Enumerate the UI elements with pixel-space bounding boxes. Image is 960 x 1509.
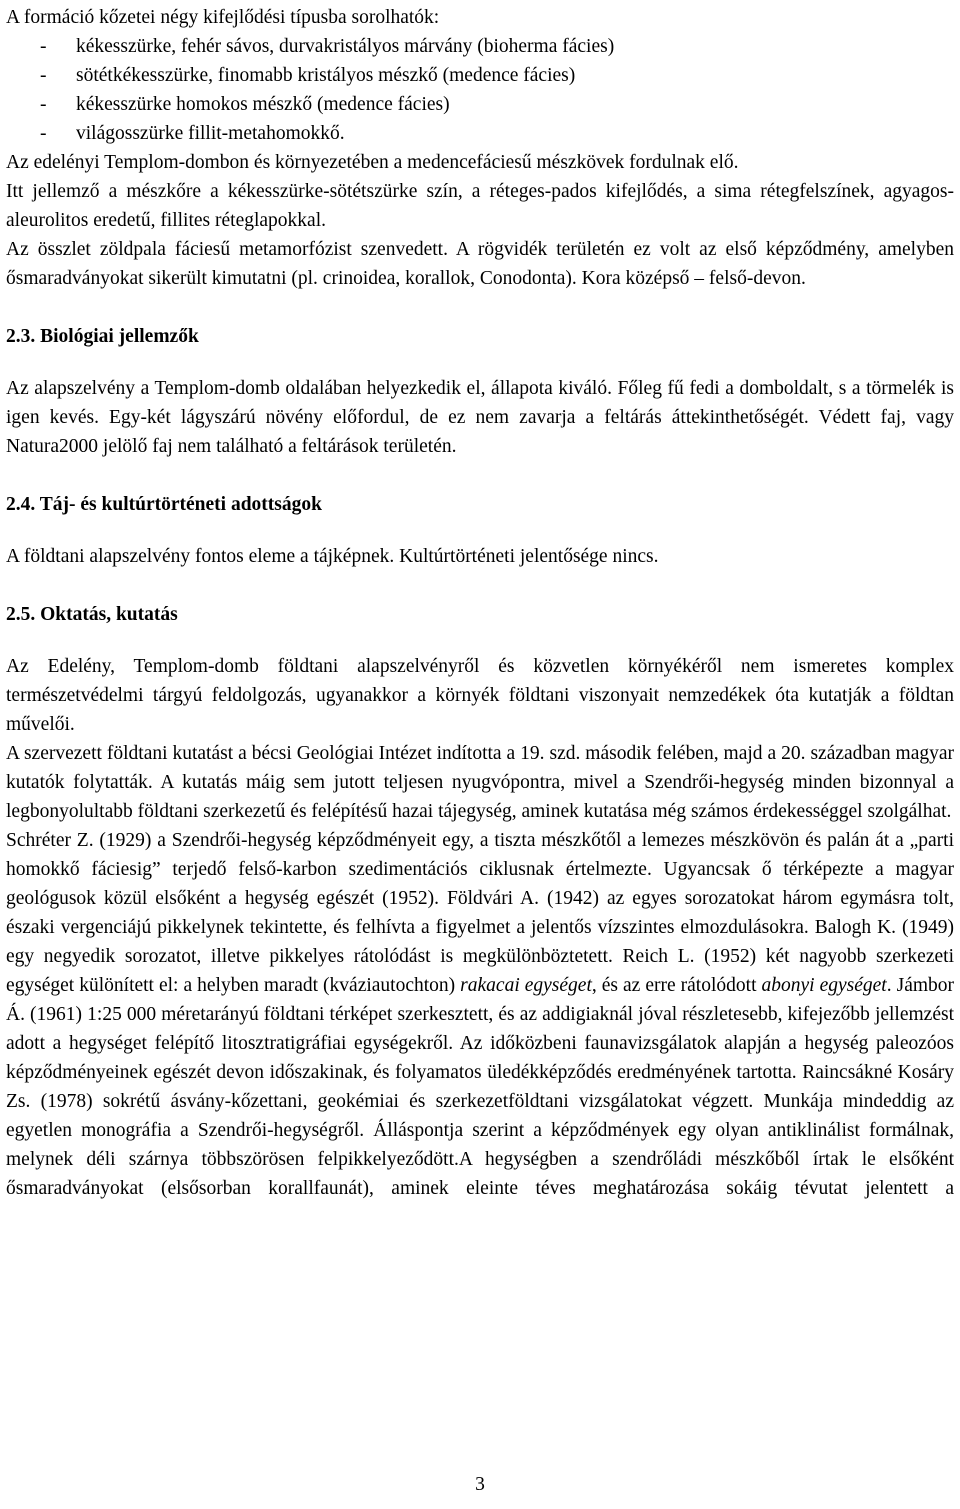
section-heading-education: 2.5. Oktatás, kutatás — [6, 604, 178, 625]
spacer — [6, 571, 954, 600]
list-item: - világosszürke fillit-metahomokkő. — [40, 123, 345, 144]
intro-line: A formáció kőzetei négy kifejlődési típusba sorolhatók: — [6, 7, 440, 28]
document-page — [6, 3, 954, 1203]
spacer — [6, 629, 954, 652]
paragraph-edeleny: Az edelényi Templom-dombon és környezetében a medencefáciesű mészkövek fordulnak elő. — [6, 152, 739, 173]
list-item: - sötétkékesszürke, finomabb kristályos mészkő (medence fácies) — [40, 65, 576, 86]
section-heading-biology: 2.3. Biológiai jellemzők — [6, 326, 199, 347]
paragraph-education-1: Az Edelény, Templom-domb földtani alapszelvényről és közvetlen környékéről nem ismeretes komplex természetvédelmi tárgyú feldolgozás, ugyanakkor a környék földtani viszonyait nemzedékek óta kutatják a földtan művelői. — [6, 656, 954, 735]
abonyi-unit: abonyi egységet — [761, 975, 887, 996]
spacer — [6, 461, 954, 490]
spacer — [6, 519, 954, 542]
rakacai-unit: rakacai egységet — [460, 975, 592, 996]
paragraph-education-2: A szervezett földtani kutatást a bécsi Geológiai Intézet indította a 19. szd. második felében, majd a 20. században magyar kutatók folytatták. A kutatás máig sem jutott teljesen nyugvópontra, mivel a Szendrői-hegység minden bizonnyal a legbonyolultabb földtani szerkezetű és felépítésű hazai tájegység, aminek kutatása még számos érdekességgel szolgálhat. — [6, 743, 954, 822]
paragraph-landscape: A földtani alapszelvény fontos eleme a tájképnek. Kultúrtörténeti jelentősége nincs. — [6, 546, 659, 567]
spacer — [6, 351, 954, 374]
paragraph-biology: Az alapszelvény a Templom-domb oldalában helyezkedik el, állapota kiváló. Főleg fű fedi a domboldalt, s a törmelék is igen kevés. Egy-két lágyszárú növény előfordul, de ez nem zavarja a feltárás áttekinthetőségét. Védett faj, vagy Natura2000 jelölő faj nem található a feltárások területén. — [6, 378, 954, 457]
list-item: - kékesszürke, fehér sávos, durvakristályos márvány (bioherma fácies) — [40, 36, 615, 57]
paragraph-metamorphosis: Az összlet zöldpala fáciesű metamorfózist szenvedett. A rögvidék területén ez volt az első képződmény, amelyben ősmaradványokat sikerült kimutatni (pl. crinoidea, korallok, Conodonta). Kora középső – felső-devon. — [6, 239, 954, 289]
spacer — [6, 293, 954, 322]
section-heading-landscape: 2.4. Táj- és kultúrtörténeti adottságok — [6, 494, 322, 515]
list-item: - kékesszürke homokos mészkő (medence fácies) — [40, 94, 450, 115]
page-number: 3 — [475, 1474, 485, 1495]
paragraph-characteristics: Itt jellemző a mészkőre a kékesszürke-sötétszürke szín, a réteges-pados kifejlődés, a sima rétegfelszínek, agyagos-aleurolitos eredetű, fillites réteglapokkal. — [6, 181, 954, 231]
paragraph-education-3: Schréter Z. (1929) a Szendrői-hegység képződményeit egy, a tiszta mészkőtől a lemezes mészkövön és palán át a „parti homokkő fáciesig” terjedő felső-karbon szedimentációs ciklusnak értelmezte. Ugyancsak ő térképezte a magyar geológusok közül elsőként a hegység egészét (1952). Földvári A. (1942) az egyes sorozatokat három egymásra tolt, északi vergenciájú pikkelynek tekintette, és felhívta a figyelmet a jelentős vízszintes elmozdulásokra. Balogh K. (1949) egy negyedik sorozatot, illetve pikkelyes rátolódást is megkülönböztetett. Reich L. (1952) két nagyobb szerkezeti egységet különített el: a helyben maradt (kváziautochton) rakacai egységet, és az erre rátolódott abonyi egységet. Jámbor Á. (1961) 1:25 000 méretarányú földtani térképet szerkesztett, és az addigiaknál jóval részletesebb, kifejezőbb jellemzést adott a hegységet felépítő litosztratigráfiai egységekről. Az időközbeni faunavizsgálatok alapján a hegység paleozóos képződményeinek egészét devon időszakinak, és folyamatos üledékképződés eredményének tartotta. Raincsákné Kosáry Zs. (1978) sokrétű ásvány-kőzettani, geokémiai és szerkezetföldtani vizsgálatokat végzett. Munkája mindeddig az egyetlen monográfia a Szendrői-hegységről. Álláspontja szerint a képződmények egy olyan antiklinálist formálnak, melynek déli szárnya többszörösen felpikkelyeződött.A hegységben a szendrőládi mészkőből írtak le elsőként ősmaradványokat (elsősorban korallfaunát), aminek eleinte téves meghatározása sokáig tévutat jelentett a — [6, 830, 955, 1199]
facies-list — [6, 32, 954, 148]
